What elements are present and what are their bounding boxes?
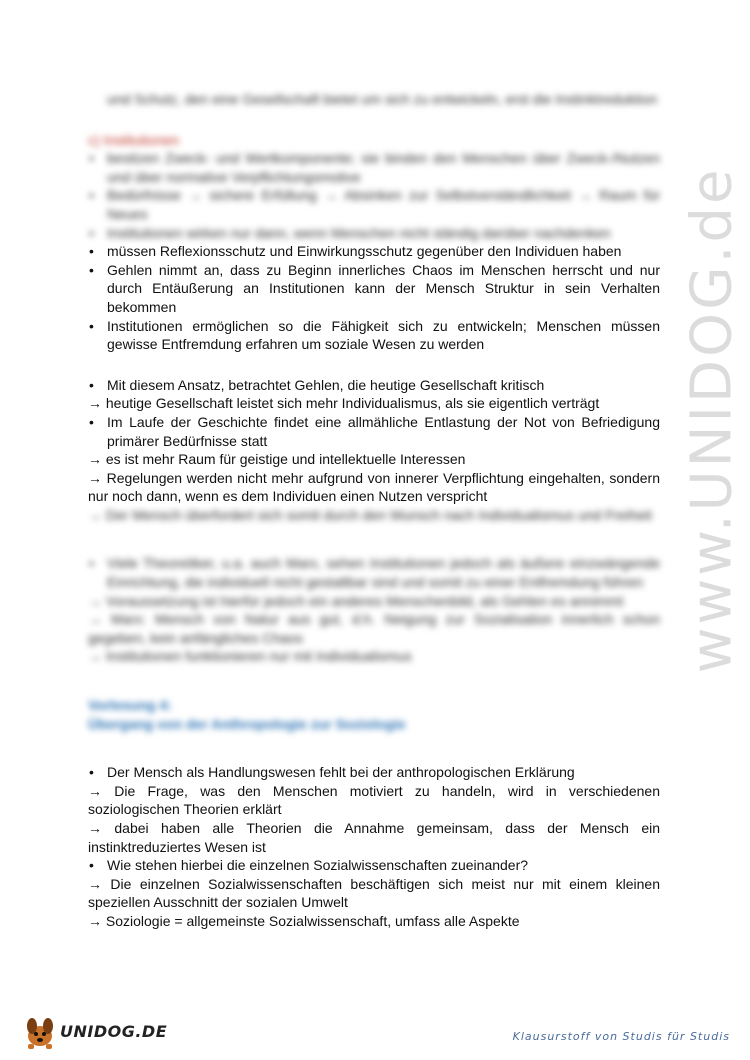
list-item: • Im Laufe der Geschichte findet eine allmähliche Entlastung der Not von Befriedigung primärer Bedürfnisse statt — [88, 413, 660, 450]
section-heading-institutionen: c) Institutionen — [88, 131, 180, 148]
arrow-item: → Voraussetzung ist hierfür jedoch ein anderes Menschenbild, als Gehlen es annimmt — [88, 592, 624, 609]
clear-section-1 — [88, 242, 660, 354]
list-item: • müssen Reflexionsschutz und Einwirkungsschutz gegenüber den Individuen haben — [88, 242, 660, 261]
list-item: • besitzen Zweck- und Wertkomponente; sie binden den Menschen über Zweck-/Nutzen und über normative Verpflichtungsmotive — [88, 149, 660, 186]
arrow-item: → Die Frage, was den Menschen motiviert zu handeln, wird in verschiedenen soziologischen Theorien erklärt — [88, 782, 660, 818]
list-item: • Institutionen ermöglichen so die Fähigkeit sich zu entwickeln; Menschen müssen gewisse Entfremdung erfahren um soziale Wesen zu werden — [88, 317, 660, 354]
clear-section-2 — [88, 376, 660, 525]
logo-text: UNIDOG.DE — [60, 1022, 168, 1041]
arrow-item: → dabei haben alle Theorien die Annahme gemeinsam, dass der Mensch ein instinktreduziertes Wesen ist — [88, 820, 660, 855]
arrow-item: → Regelungen werden nicht mehr aufgrund von innerer Verpflichtung eingehalten, sondern nur noch dann, wenn es dem Individuen einen Nutzen verspricht — [88, 469, 660, 505]
list-item: • Viele Theoretiker, u.a. auch Marx, sehen Institutionen jedoch als äußere einzwängende Einrichtung, die individuell nicht gestaltbar sind und somit zu einer Entfremdung führen — [88, 554, 660, 591]
list-item: • Institutionen wirken nur dann, wenn Menschen nicht ständig darüber nachdenken — [88, 224, 660, 243]
arrow-item: → Institutionen funktionieren nur mit Individualismus — [88, 648, 412, 665]
arrow-item: → Marx: Mensch von Natur aus gut, d.h. Neigung zur Sozialisation innerlich schon gegeben, kein anfängliches Chaos — [88, 611, 660, 646]
clear-section-3 — [88, 763, 660, 930]
list-item: • Der Mensch als Handlungswesen fehlt bei der anthropologischen Erklärung — [88, 763, 660, 782]
blurred-middle-section — [88, 554, 660, 733]
intro-paragraph: und Schutz, den eine Gesellschaft bietet um sich zu entwickeln, erst die Instinktreduktion — [107, 91, 658, 107]
dog-icon — [22, 1014, 62, 1050]
list-item: • Bedürfnisse → sichere Erfüllung → Absinken zur Selbstverständlichkeit → Raum für Neues — [88, 186, 660, 223]
arrow-item: → Soziologie = allgemeinste Sozialwissenschaft, umfass alle Aspekte — [88, 912, 520, 929]
watermark-text: www.UNIDOG.de — [679, 166, 745, 674]
list-item: • Wie stehen hierbei die einzelnen Sozialwissenschaften zueinander? — [88, 856, 660, 875]
blurred-top-section — [88, 90, 660, 242]
arrow-item-blurred: → Der Mensch überfordert sich somit durch den Wunsch nach Individualismus und Freiheit — [88, 506, 652, 523]
list-item: • Mit diesem Ansatz, betrachtet Gehlen, die heutige Gesellschaft kritisch — [88, 376, 660, 395]
arrow-item: → Die einzelnen Sozialwissenschaften beschäftigen sich meist nur mit einem kleinen speziellen Ausschnitt der sozialen Umwelt — [88, 875, 660, 911]
unidog-logo[interactable] — [22, 1014, 172, 1050]
footer-tagline: Klausurstoff von Studis für Studis — [512, 1030, 730, 1043]
lecture-heading: Vorlesung 4: — [88, 697, 172, 714]
arrow-item: → es ist mehr Raum für geistige und intellektuelle Interessen — [88, 451, 466, 468]
arrow-item: → heutige Gesellschaft leistet sich mehr Individualismus, als sie eigentlich verträgt — [88, 395, 600, 412]
lecture-subheading: Übergang von der Anthropologie zur Soziologie — [88, 715, 406, 732]
document-content — [88, 90, 660, 931]
list-item: • Gehlen nimmt an, dass zu Beginn innerliches Chaos im Menschen herrscht und nur durch Entäußerung an Institutionen kann der Mensch Struktur in sein Verhalten bekommen — [88, 261, 660, 317]
